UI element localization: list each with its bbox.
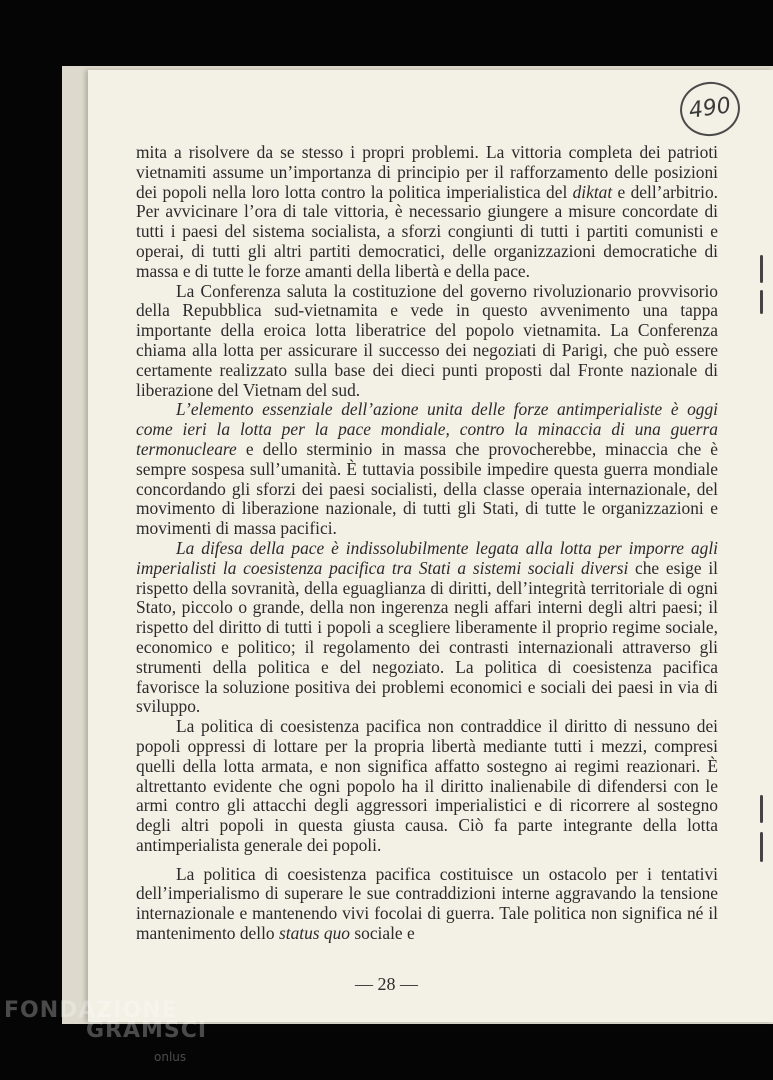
page-number: — 28 — — [355, 974, 418, 994]
binding-clip-bottom-2 — [760, 832, 763, 862]
watermark-line-1: FONDAZIONE — [4, 998, 178, 1023]
watermark-line-2: GRAMSCI — [86, 1018, 208, 1043]
body-text — [136, 143, 718, 944]
watermark-logo — [4, 994, 208, 1080]
watermark-line-3: onlus — [154, 1050, 187, 1064]
paragraph-1: mita a risolvere da se stesso i propri problemi. La vittoria completa dei patrioti vietnamiti assume un’importanza di principio per il rafforzamento delle posizioni dei popoli nella loro lotta contro la politica imperialistica del diktat e dell’arbitrio. Per avvicinare l’ora di tale vittoria, è necessario giungere a misure concordate di tutti i paesi del sistema socialista, a sforzi congiunti di tutti i partiti comunisti e operai, di tutti gli altri partiti democratici, delle organizzazioni democratiche di massa e di tutte le forze amanti della libertà e della pace. — [136, 142, 718, 281]
paragraph-4: La difesa della pace è indissolubilmente legata alla lotta per imporre agli imperialisti la coesistenza pacifica tra Stati a sistemi sociali diversi che esige il rispetto della sovranità, della eguaglianza di diritti, dell’integrità territoriale di ogni Stato, piccolo o grande, della non ingerenza negli affari interni degli altri paesi; il rispetto del diritto di tutti i popoli a scegliere liberamente il proprio regime sociale, economico e politico; il regolamento dei contrasti internazionali attraverso gli strumenti della politica e del negoziato. La politica di coesistenza pacifica favorisce la soluzione positiva dei problemi economici e sociali dei paesi in via di sviluppo. — [136, 537, 718, 717]
paragraph-6: La politica di coesistenza pacifica costituisce un ostacolo per i tentativi dell’imperialismo di superare le sue contraddizioni interne aggravando la tensione internazionale e mantenendo vivi focolai di guerra. Tale politica non significa né il mantenimento dello status quo sociale e — [136, 863, 718, 944]
paragraph-5: La politica di coesistenza pacifica non contraddice il diritto di nessuno dei popoli oppressi di lottare per la propria libertà mediante tutti i mezzi, compresi quelli della lotta armata, e non significa affatto sostegno ai regimi reazionari. È altrettanto evidente che ogni popolo ha il diritto inalienabile di difendersi con le armi contro gli attacchi degli aggressori imperialistici e di ricorrere al sostegno degli altri popoli in questa giusta causa. Ciò fa parte integrante della lotta antimperialista generale dei popoli. — [136, 716, 718, 855]
binding-clip-top-2 — [760, 290, 763, 314]
archive-stamp: 490 — [677, 78, 744, 140]
paragraph-3: L’elemento essenziale dell’azione unita delle forze antimperialiste è oggi come ieri la lotta per la pace mondiale, contro la minaccia di una guerra termonucleare e dello sterminio in massa che provocherebbe, minaccia che è sempre sospesa sull’umanità. È tuttavia possibile impedire questa guerra mondiale concordando gli sforzi dei paesi socialisti, della classe operaia internazionale, del movimento di liberazione nazionale, di tutti gli Stati, di tutte le organizzazioni e movimenti di massa pacifici. — [136, 399, 718, 539]
binding-clip-bottom — [760, 795, 763, 823]
binding-clip-top — [760, 255, 763, 283]
paragraph-2: La Conferenza saluta la costituzione del governo rivoluzionario provvisorio della Repubblica sud-vietnamita e vede in questo avvenimento una tappa importante della eroica lotta liberatrice del popolo vietnamita. La Conferenza chiama alla lotta per assicurare il successo dei negoziati di Parigi, che può essere certamente realizzato sulla base dei dieci punti proposti dal Fronte nazionale di liberazione del Vietnam del sud. — [136, 280, 718, 400]
